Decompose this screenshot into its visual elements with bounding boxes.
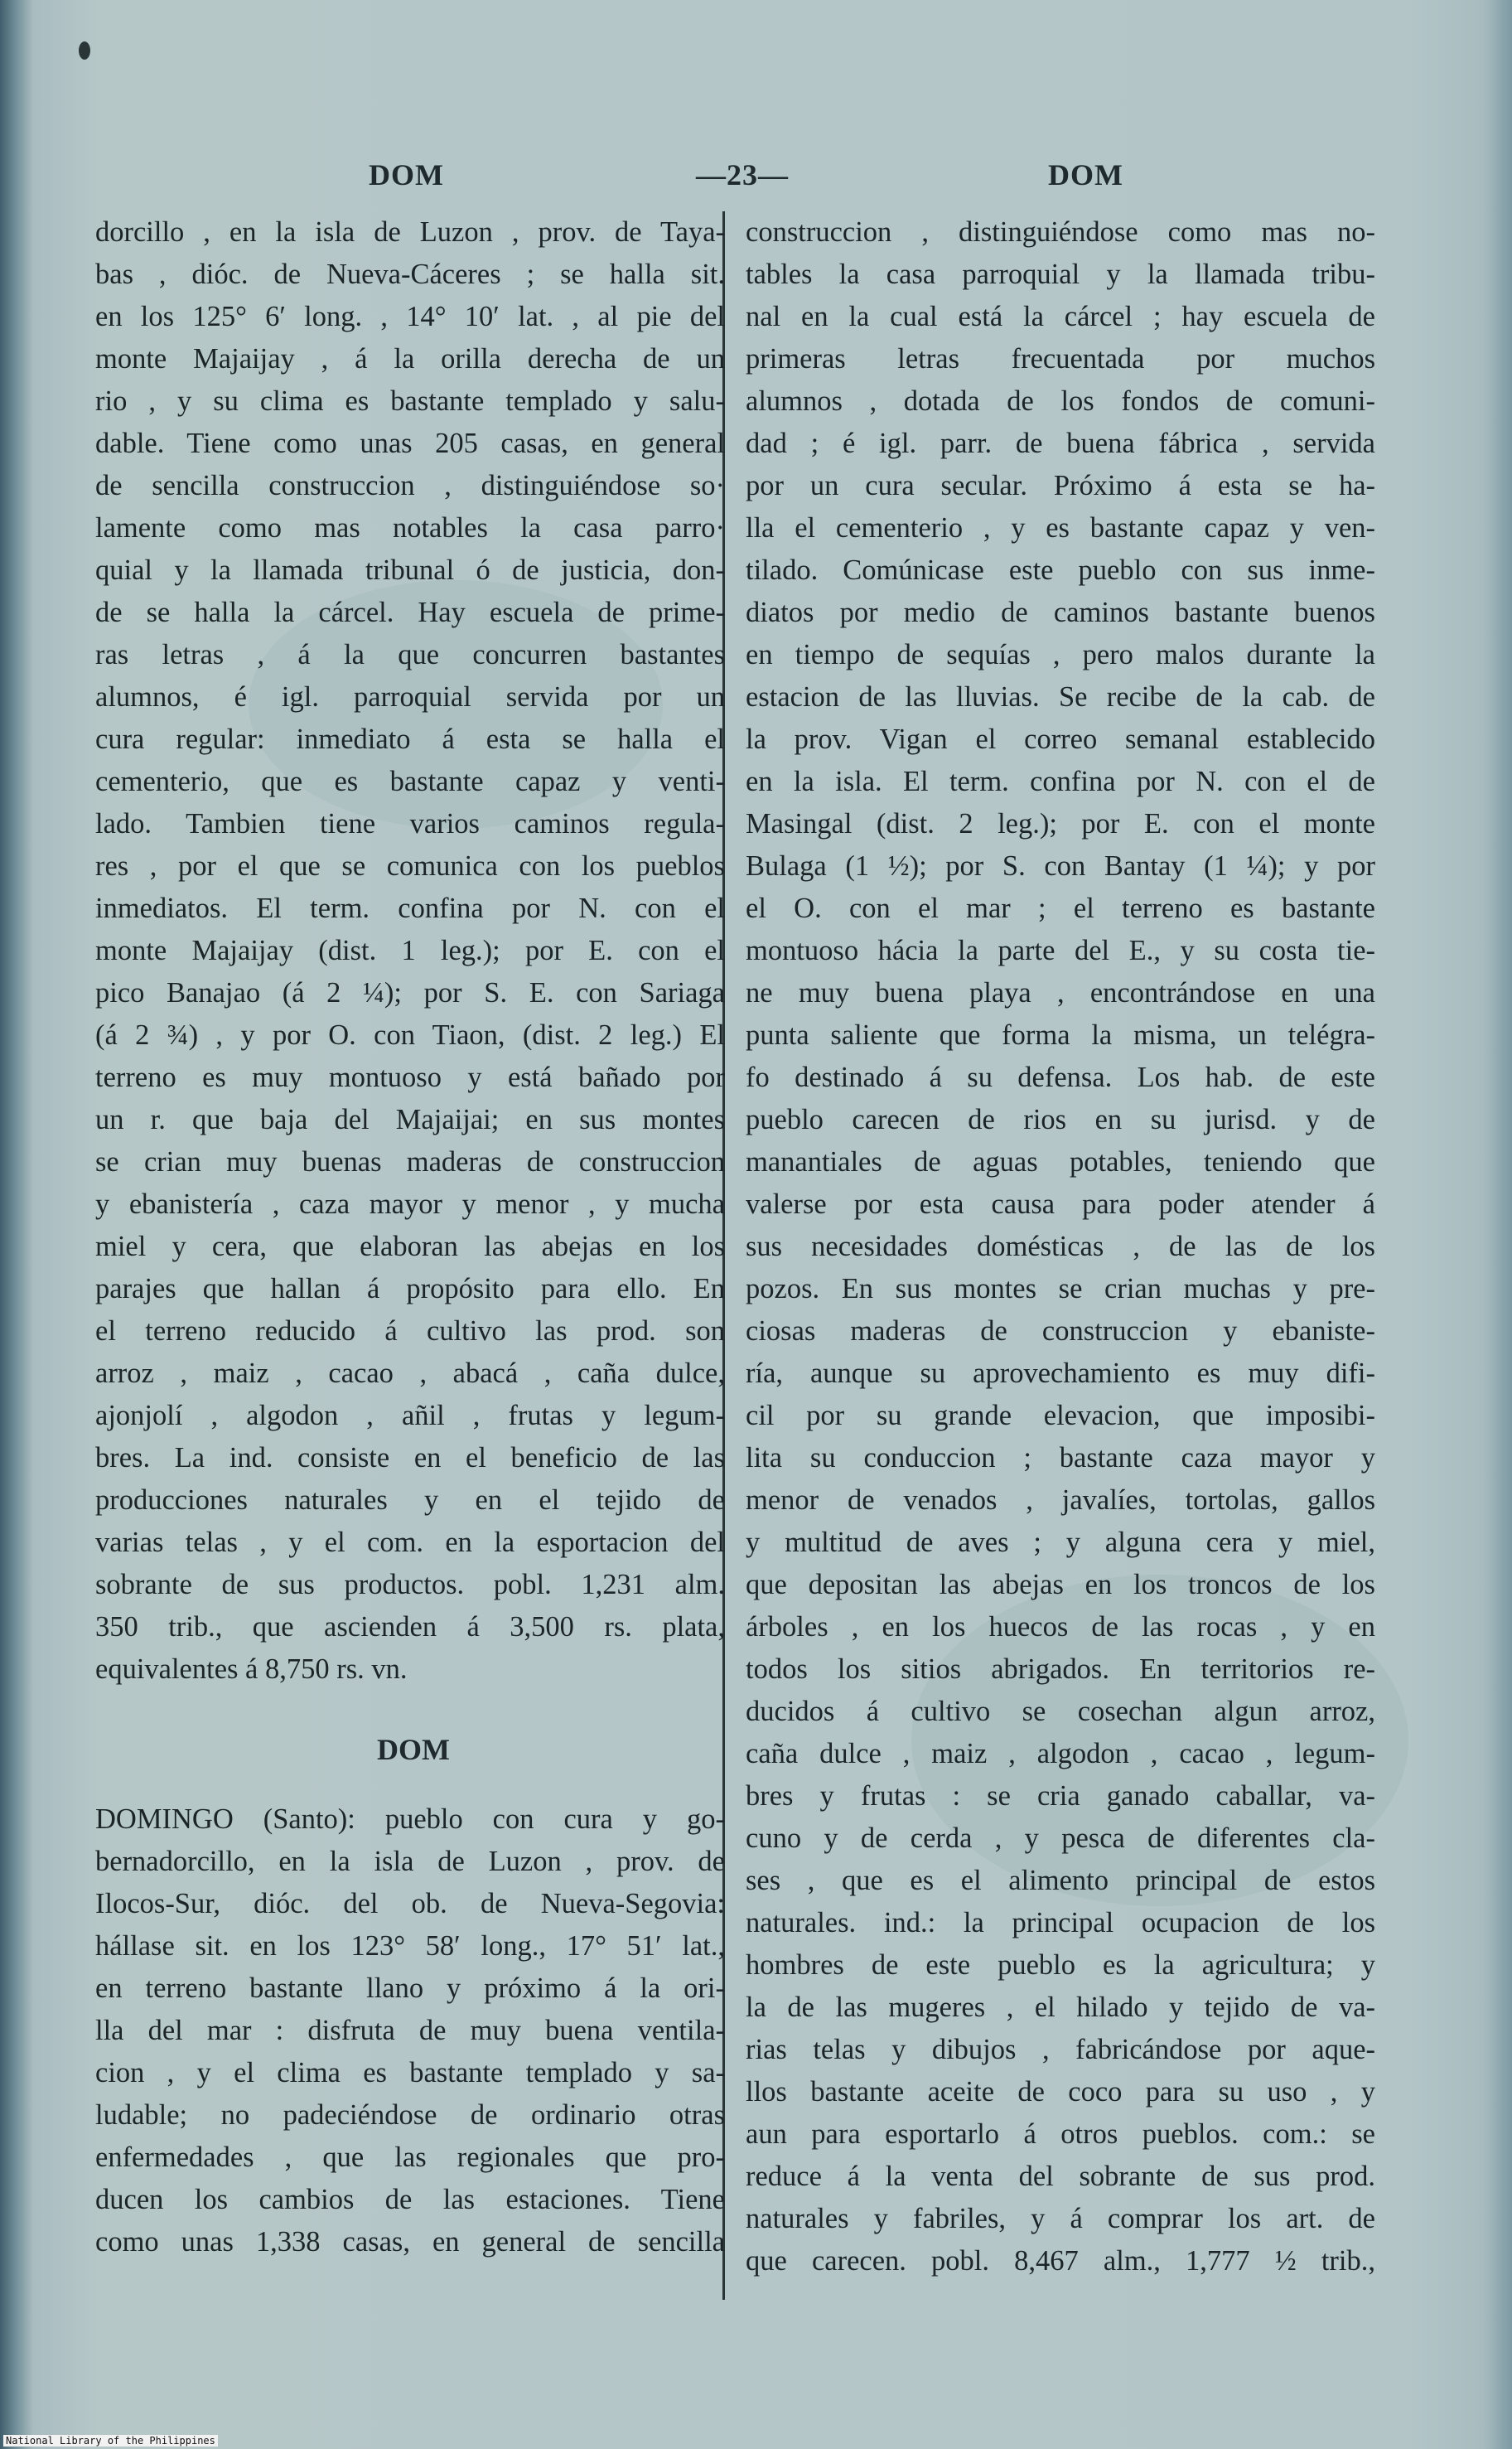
text-line: ducen los cambios de las estaciones. Tiene bbox=[95, 2184, 725, 2215]
text-line: producciones naturales y en el tejido de bbox=[95, 1484, 725, 1516]
text-line: valerse por esta causa para poder atender á bbox=[746, 1188, 1375, 1220]
text-line: alumnos , dotada de los fondos de comuni- bbox=[746, 385, 1375, 417]
text-line: alumnos, é igl. parroquial servida por un bbox=[95, 681, 725, 713]
text-line: cuno y de cerda , y pesca de diferentes cla- bbox=[746, 1822, 1375, 1854]
text-line: que carecen. pobl. 8,467 alm., 1,777 ½ trib., bbox=[746, 2245, 1375, 2277]
text-line: terreno es muy montuoso y está bañado por bbox=[95, 1062, 725, 1093]
text-line: se crian muy buenas maderas de construccion bbox=[95, 1146, 725, 1178]
text-line: sus necesidades domésticas , de las de los bbox=[746, 1231, 1375, 1262]
text-line: bas , dióc. de Nueva-Cáceres ; se halla sit. bbox=[95, 259, 725, 290]
text-line: aun para esportarlo á otros pueblos. com.: se bbox=[746, 2118, 1375, 2150]
text-line: lla del mar : disfruta de muy buena ventila- bbox=[95, 2015, 725, 2046]
text-line: y ebanistería , caza mayor y menor , y mucha bbox=[95, 1188, 725, 1220]
text-line: un r. que baja del Majaijai; en sus montes bbox=[95, 1104, 725, 1135]
header-left: DOM bbox=[369, 158, 444, 191]
text-line: pueblo carecen de rios en su jurisd. y de bbox=[746, 1104, 1375, 1135]
text-line: ducidos á cultivo se cosechan algun arroz, bbox=[746, 1696, 1375, 1727]
page-number: —23— bbox=[696, 158, 789, 191]
text-line: ses , que es el alimento principal de estos bbox=[746, 1865, 1375, 1896]
header-right: DOM bbox=[1048, 158, 1123, 191]
text-line: Ilocos-Sur, dióc. del ob. de Nueva-Segovia: bbox=[95, 1888, 725, 1919]
text-line: la de las mugeres , el hilado y tejido de va- bbox=[746, 1992, 1375, 2023]
text-line: en los 125° 6′ long. , 14° 10′ lat. , al pie del bbox=[95, 301, 725, 332]
text-line: inmediatos. El term. confina por N. con el bbox=[95, 893, 725, 924]
text-line: que depositan las abejas en los troncos de los bbox=[746, 1569, 1375, 1600]
text-line: arroz , maiz , cacao , abacá , caña dulce, bbox=[95, 1358, 725, 1389]
text-line: equivalentes á 8,750 rs. vn. bbox=[95, 1653, 408, 1685]
text-line: lado. Tambien tiene varios caminos regula- bbox=[95, 808, 725, 840]
text-line: primeras letras frecuentada por muchos bbox=[746, 343, 1375, 375]
text-line: manantiales de aguas potables, teniendo que bbox=[746, 1146, 1375, 1178]
text-line: diatos por medio de caminos bastante buenos bbox=[746, 597, 1375, 628]
text-line: miel y cera, que elaboran las abejas en los bbox=[95, 1231, 725, 1262]
text-line: cion , y el clima es bastante templado y sa- bbox=[95, 2057, 725, 2088]
text-line: ne muy buena playa , encontrándose en una bbox=[746, 977, 1375, 1009]
text-line: bres y frutas : se cria ganado caballar, va- bbox=[746, 1780, 1375, 1812]
text-line: en terreno bastante llano y próximo á la ori- bbox=[95, 1972, 725, 2004]
text-line: parajes que hallan á propósito para ello. En bbox=[95, 1273, 725, 1304]
text-line: ajonjolí , algodon , añil , frutas y legum- bbox=[95, 1400, 725, 1431]
text-line: y multitud de aves ; y alguna cera y miel, bbox=[746, 1527, 1375, 1558]
text-line: cil por su grande elevacion, que imposibi- bbox=[746, 1400, 1375, 1431]
text-line: pozos. En sus montes se crian muchas y pre- bbox=[746, 1273, 1375, 1304]
text-line: res , por el que se comunica con los pueblos bbox=[95, 850, 725, 882]
text-line: ciosas maderas de construccion y ebaniste- bbox=[746, 1315, 1375, 1347]
ink-spot bbox=[79, 41, 90, 60]
text-line: montuoso hácia la parte del E., y su costa tie- bbox=[746, 935, 1375, 966]
text-line: dad ; é igl. parr. de buena fábrica , servida bbox=[746, 428, 1375, 459]
text-line: hállase sit. en los 123° 58′ long., 17° 51′ lat., bbox=[95, 1930, 725, 1962]
text-line: caña dulce , maiz , algodon , cacao , legum- bbox=[746, 1738, 1375, 1769]
text-line: DOMINGO (Santo): pueblo con cura y go- bbox=[95, 1803, 725, 1835]
text-line: bernadorcillo, en la isla de Luzon , prov. de bbox=[95, 1846, 725, 1877]
text-line: tilado. Comúnicase este pueblo con sus inme- bbox=[746, 554, 1375, 586]
text-line: como unas 1,338 casas, en general de sencilla bbox=[95, 2226, 725, 2258]
text-line: todos los sitios abrigados. En territorios re- bbox=[746, 1653, 1375, 1685]
text-line: árboles , en los huecos de las rocas , y en bbox=[746, 1611, 1375, 1643]
library-footer: National Library of the Philippines bbox=[3, 2435, 218, 2447]
text-line: nal en la cual está la cárcel ; hay escuela de bbox=[746, 301, 1375, 332]
text-line: por un cura secular. Próximo á esta se ha- bbox=[746, 470, 1375, 501]
text-line: lita su conduccion ; bastante caza mayor y bbox=[746, 1442, 1375, 1474]
text-line: tables la casa parroquial y la llamada tribu- bbox=[746, 259, 1375, 290]
text-line: el O. con el mar ; el terreno es bastante bbox=[746, 893, 1375, 924]
text-line: el terreno reducido á cultivo las prod. son bbox=[95, 1315, 725, 1347]
text-line: monte Majaijay (dist. 1 leg.); por E. con el bbox=[95, 935, 725, 966]
text-line: estacion de las lluvias. Se recibe de la cab. de bbox=[746, 681, 1375, 713]
text-line: (á 2 ¾) , y por O. con Tiaon, (dist. 2 leg.) El bbox=[95, 1019, 725, 1051]
text-line: cura regular: inmediato á esta se halla el bbox=[95, 724, 725, 755]
text-line: varias telas , y el com. en la esportacion del bbox=[95, 1527, 725, 1558]
text-line: menor de venados , javalíes, tortolas, gallos bbox=[746, 1484, 1375, 1516]
text-line: monte Majaijay , á la orilla derecha de un bbox=[95, 343, 725, 375]
text-line: Masingal (dist. 2 leg.); por E. con el monte bbox=[746, 808, 1375, 840]
text-line: naturales y fabriles, y á comprar los art. de bbox=[746, 2203, 1375, 2234]
text-line: ría, aunque su aprovechamiento es muy difi- bbox=[746, 1358, 1375, 1389]
text-line: sobrante de sus productos. pobl. 1,231 alm. bbox=[95, 1569, 725, 1600]
left-column bbox=[95, 211, 725, 1691]
text-line: la prov. Vigan el correo semanal establecido bbox=[746, 724, 1375, 755]
text-line: punta saliente que forma la misma, un telégra- bbox=[746, 1019, 1375, 1051]
text-line: rias telas y dibujos , fabricándose por aque- bbox=[746, 2034, 1375, 2065]
left-column-entry bbox=[95, 1798, 725, 2263]
text-line: lla el cementerio , y es bastante capaz y ven- bbox=[746, 512, 1375, 544]
text-line: construccion , distinguiéndose como mas no- bbox=[746, 216, 1375, 248]
text-line: naturales. ind.: la principal ocupacion de los bbox=[746, 1907, 1375, 1938]
text-line: ras letras , á la que concurren bastantes bbox=[95, 639, 725, 670]
text-line: lamente como mas notables la casa parro· bbox=[95, 512, 725, 544]
text-line: cementerio, que es bastante capaz y venti- bbox=[95, 766, 725, 797]
text-line: hombres de este pueblo es la agricultura; y bbox=[746, 1949, 1375, 1981]
text-line: rio , y su clima es bastante templado y salu- bbox=[95, 385, 725, 417]
text-line: Bulaga (1 ½); por S. con Bantay (1 ¼); y por bbox=[746, 850, 1375, 882]
text-line: fo destinado á su defensa. Los hab. de este bbox=[746, 1062, 1375, 1093]
text-line: de sencilla construccion , distinguiéndose so· bbox=[95, 470, 725, 501]
text-line: 350 trib., que ascienden á 3,500 rs. plata, bbox=[95, 1611, 725, 1643]
text-line: dable. Tiene como unas 205 casas, en general bbox=[95, 428, 725, 459]
text-line: llos bastante aceite de coco para su uso , y bbox=[746, 2076, 1375, 2108]
running-header bbox=[0, 157, 1512, 199]
section-heading: DOM bbox=[377, 1733, 450, 1766]
text-line: reduce á la venta del sobrante de sus prod. bbox=[746, 2161, 1375, 2192]
text-line: de se halla la cárcel. Hay escuela de prime- bbox=[95, 597, 725, 628]
text-line: pico Banajao (á 2 ¼); por S. E. con Sariaga bbox=[95, 977, 725, 1009]
text-line: bres. La ind. consiste en el beneficio de las bbox=[95, 1442, 725, 1474]
text-line: en tiempo de sequías , pero malos durante la bbox=[746, 639, 1375, 670]
text-line: ludable; no padeciéndose de ordinario otras bbox=[95, 2099, 725, 2131]
text-line: enfermedades , que las regionales que pro- bbox=[95, 2142, 725, 2173]
right-column bbox=[746, 211, 1375, 2282]
text-line: en la isla. El term. confina por N. con el de bbox=[746, 766, 1375, 797]
text-line: dorcillo , en la isla de Luzon , prov. de Taya- bbox=[95, 216, 725, 248]
text-line: quial y la llamada tribunal ó de justicia, don- bbox=[95, 554, 725, 586]
